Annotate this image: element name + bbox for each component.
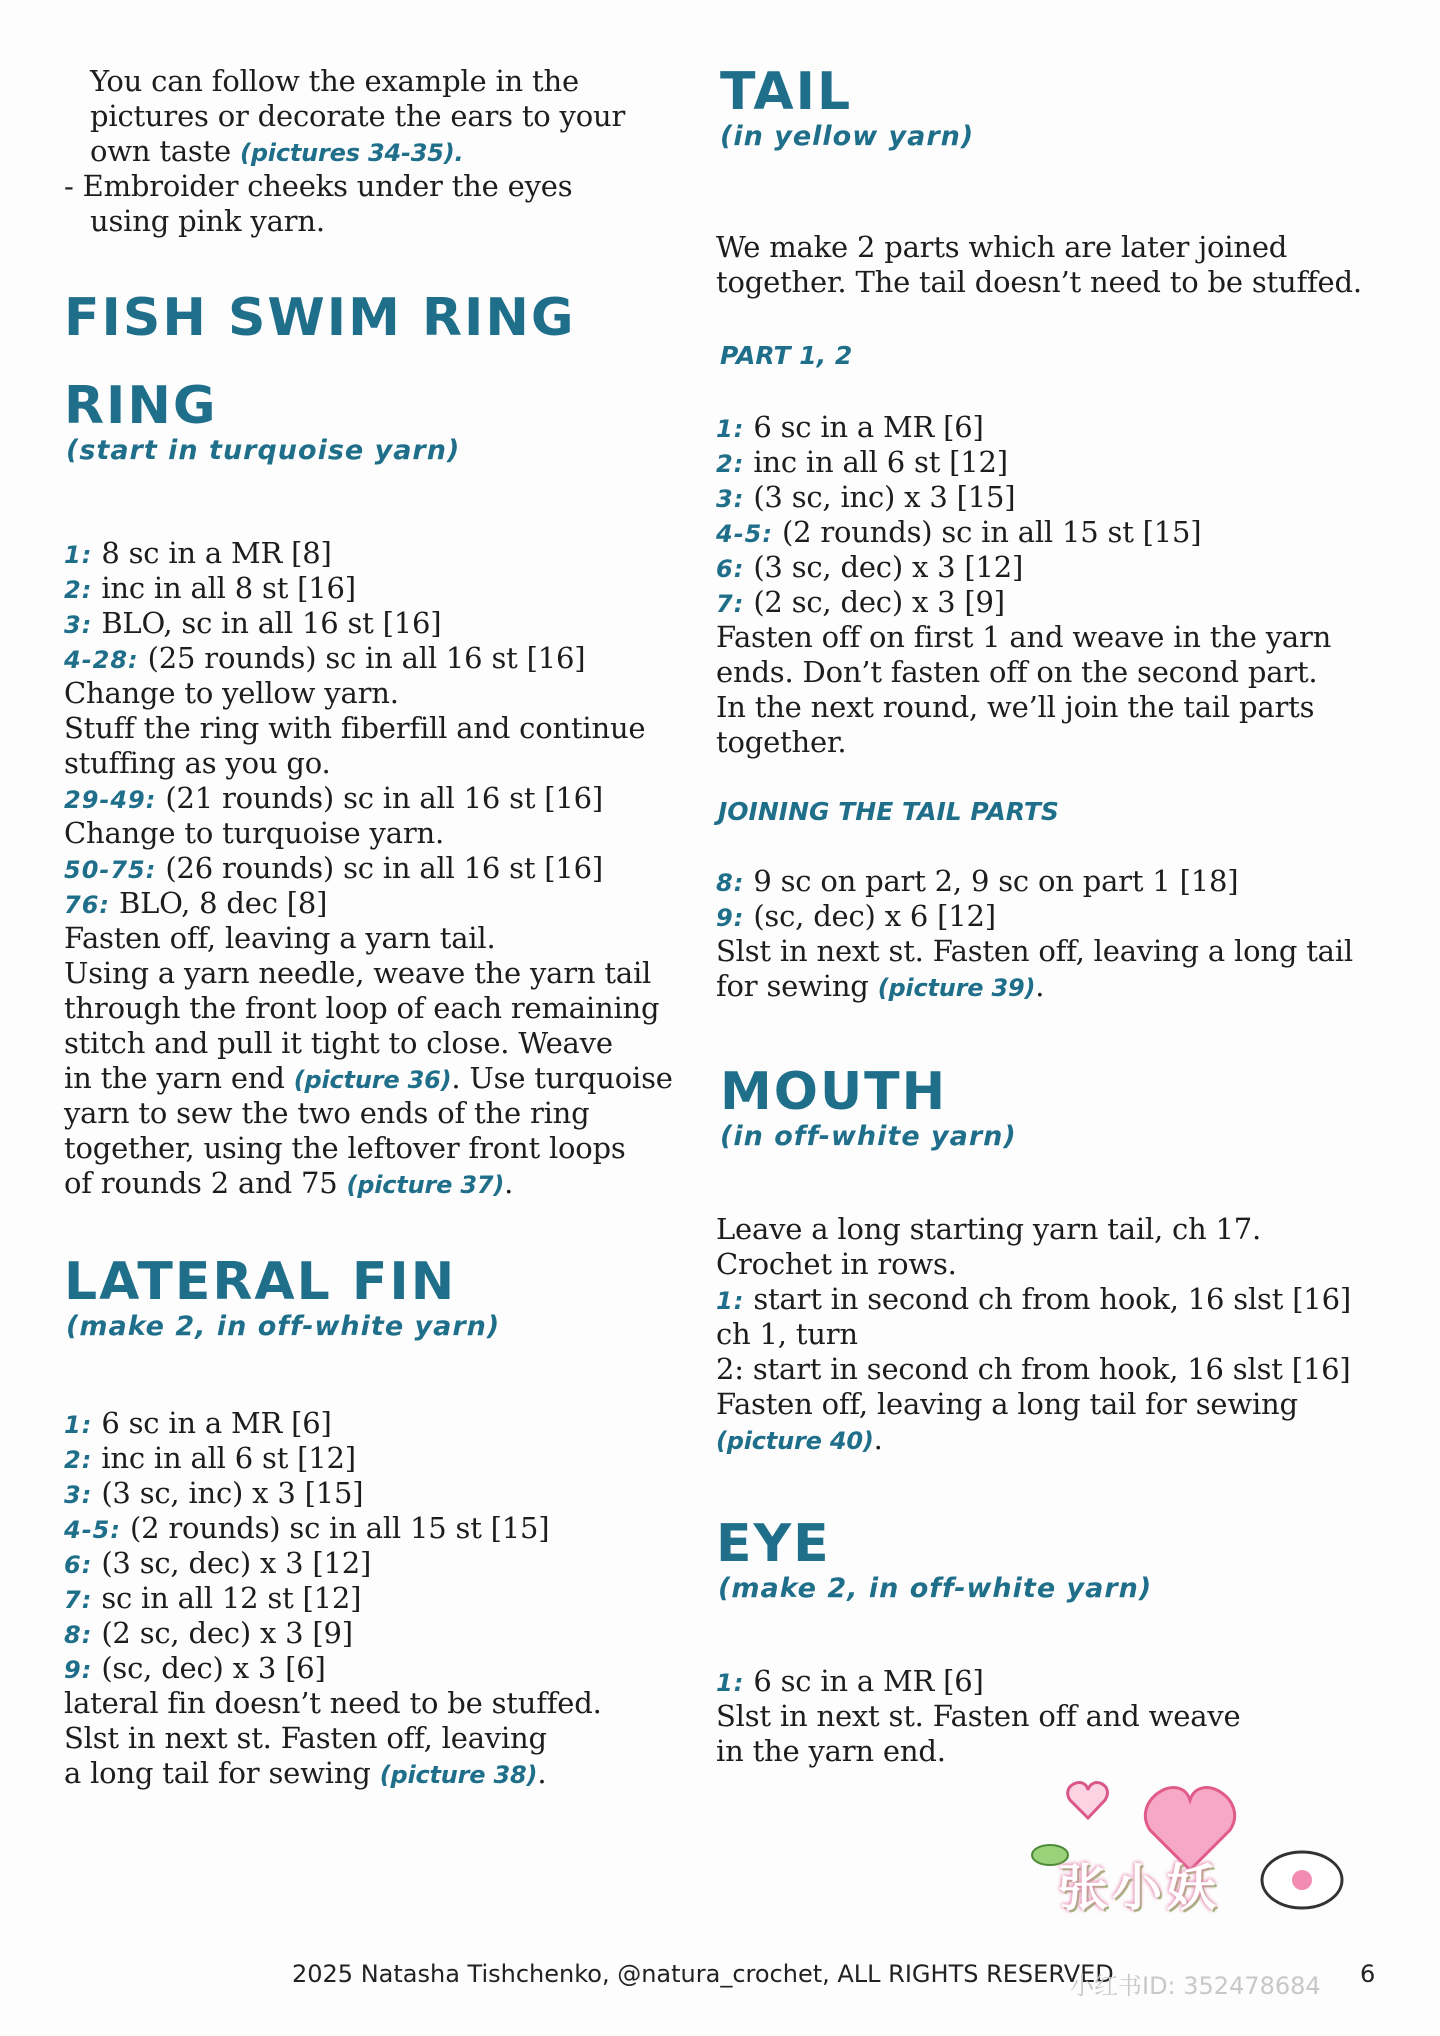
eye-row-1 [716, 1664, 984, 1701]
row-number: 8: [716, 869, 745, 897]
row-number: 2: [64, 576, 93, 604]
row-number: 29-49: [64, 786, 157, 814]
lateral-fin-subtitle: (make 2, in off-white yarn) [66, 1311, 501, 1342]
row-number: 76: [64, 891, 110, 919]
fin-row-8 [64, 1616, 353, 1653]
row-number: 9: [716, 904, 745, 932]
row-number: 50-75: [64, 856, 157, 884]
mouth-line: 2: start in second ch from hook, 16 slst [16] [716, 1352, 1351, 1386]
fin-row-2 [64, 1441, 356, 1478]
join-end-line [716, 969, 1044, 1006]
row-number: 1: [716, 1287, 745, 1315]
row-text: 6 sc in a MR [6] [744, 1664, 984, 1698]
ring-row-2 [64, 571, 356, 608]
row-text: (26 rounds) sc in all 16 st [16] [156, 851, 604, 885]
row-number: 4-5: [716, 520, 773, 548]
ring-end-line: together, using the leftover front loops [64, 1131, 626, 1165]
row-number: 1: [64, 1411, 93, 1439]
ring-end-line: Using a yarn needle, weave the yarn tail [64, 956, 652, 990]
row-text: inc in all 8 st [16] [92, 571, 356, 605]
fin-row-7 [64, 1581, 361, 1618]
row-number: 3: [64, 1481, 93, 1509]
part-row-6 [716, 550, 1023, 587]
section-title-fish-swim-ring: FISH SWIM RING [64, 288, 576, 348]
fin-row-4-5 [64, 1511, 549, 1548]
section-title-ring: RING [64, 376, 218, 436]
row-number: 8: [64, 1621, 93, 1649]
row-number: 3: [716, 485, 745, 513]
line-text: . [537, 1756, 547, 1790]
part-row-3 [716, 480, 1015, 517]
row-text: (sc, dec) x 6 [12] [744, 899, 996, 933]
intro-line-1: You can follow the example in the [90, 64, 579, 98]
row-number: 6: [716, 555, 745, 583]
flower-icon [1292, 1870, 1312, 1890]
line-text: . Use turquoise [451, 1061, 673, 1095]
row-text: (2 sc, dec) x 3 [9] [744, 585, 1005, 619]
picture-reference: (picture 39) [877, 974, 1036, 1002]
row-number: 7: [716, 590, 745, 618]
page-number: 6 [1360, 1960, 1376, 1988]
ring-end-line: stitch and pull it tight to close. Weave [64, 1026, 613, 1060]
join-row-8 [716, 864, 1238, 901]
section-title-tail: TAIL [720, 62, 853, 122]
picture-reference: (picture 37) [346, 1171, 505, 1199]
tail-intro-line: We make 2 parts which are later joined [716, 230, 1288, 264]
mouth-line: Crochet in rows. [716, 1247, 957, 1281]
ring-end-line [64, 1061, 673, 1098]
row-text: BLO, 8 dec [8] [110, 886, 328, 920]
tail-subtitle: (in yellow yarn) [720, 121, 975, 152]
mouth-line: Leave a long starting yarn tail, ch 17. [716, 1212, 1262, 1246]
mouth-line [716, 1422, 883, 1459]
row-text: (2 rounds) sc in all 15 st [15] [120, 1511, 550, 1545]
watermark: 小红书ID: 352478684 [1070, 1972, 1321, 2000]
line-text: . [1035, 969, 1045, 1003]
row-number: 2: [64, 1446, 93, 1474]
ring-row-4-28 [64, 641, 585, 678]
part-end-line: In the next round, we’ll join the tail parts [716, 690, 1315, 724]
row-text: 6 sc in a MR [6] [744, 410, 984, 444]
row-number: 1: [716, 415, 745, 443]
part-row-7 [716, 585, 1005, 622]
ring-end-line: Fasten off, leaving a yarn tail. [64, 921, 496, 955]
fin-end-line: Slst in next st. Fasten off, leaving [64, 1721, 547, 1755]
footer-copyright: 2025 Natasha Tishchenko, @natura_crochet, ALL RIGHTS RESERVED [292, 1960, 1114, 1988]
mouth-line: Fasten off, leaving a long tail for sewing [716, 1387, 1298, 1421]
intro-line-2: pictures or decorate the ears to your [90, 99, 626, 133]
row-text: start in second ch from hook, 16 slst [16] [744, 1282, 1351, 1316]
part-end-line: Fasten off on first 1 and weave in the yarn [716, 620, 1332, 654]
picture-reference: (picture 40) [716, 1427, 874, 1455]
row-text: (21 rounds) sc in all 16 st [16] [156, 781, 604, 815]
section-title-mouth: MOUTH [720, 1062, 948, 1122]
ring-line: Change to yellow yarn. [64, 676, 399, 710]
row-number: 1: [64, 541, 93, 569]
join-end-line: Slst in next st. Fasten off, leaving a long tail [716, 934, 1353, 968]
picture-reference: (picture 38) [379, 1761, 538, 1789]
row-text: inc in all 6 st [12] [744, 445, 1008, 479]
mouth-row-1 [716, 1282, 1351, 1319]
mouth-line: ch 1, turn [716, 1317, 858, 1351]
ring-line: Change to turquoise yarn. [64, 816, 444, 850]
part-row-1 [716, 410, 984, 447]
tail-intro-line: together. The tail doesn’t need to be stuffed. [716, 265, 1362, 299]
section-title-lateral-fin: LATERAL FIN [64, 1252, 457, 1312]
ring-line: Stuff the ring with fiberfill and continue [64, 711, 646, 745]
row-number: 1: [716, 1669, 745, 1697]
row-number: 6: [64, 1551, 93, 1579]
ring-row-3 [64, 606, 441, 643]
mouth-subtitle: (in off-white yarn) [720, 1121, 1017, 1152]
fin-row-9 [64, 1651, 326, 1688]
row-text: (2 sc, dec) x 3 [9] [92, 1616, 353, 1650]
row-text: (3 sc, inc) x 3 [15] [744, 480, 1016, 514]
row-text: inc in all 6 st [12] [92, 1441, 356, 1475]
sticker-text: 张小妖 [1058, 1859, 1220, 1917]
join-row-9 [716, 899, 996, 936]
eye-line: Slst in next st. Fasten off and weave [716, 1699, 1241, 1733]
fin-end-line: lateral fin doesn’t need to be stuffed. [64, 1686, 602, 1720]
part-end-line: together. [716, 725, 847, 759]
ring-end-line: through the front loop of each remaining [64, 991, 660, 1025]
row-number: 4-28: [64, 646, 139, 674]
picture-reference: (pictures 34-35). [240, 139, 464, 167]
row-number: 7: [64, 1586, 93, 1614]
line-text: . [504, 1166, 514, 1200]
ring-end-line [64, 1166, 513, 1203]
part-subtitle: PART 1, 2 [720, 341, 853, 370]
part-end-line: ends. Don’t fasten off on the second part. [716, 655, 1318, 689]
ring-subtitle: (start in turquoise yarn) [66, 435, 461, 466]
line-text: for sewing [716, 969, 878, 1003]
row-text: (3 sc, dec) x 3 [12] [92, 1546, 372, 1580]
ring-row-29-49 [64, 781, 603, 818]
ring-row-50-75 [64, 851, 603, 888]
row-number: 4-5: [64, 1516, 121, 1544]
row-number: 2: [716, 450, 745, 478]
row-text: sc in all 12 st [12] [92, 1581, 362, 1615]
row-text: 9 sc on part 2, 9 sc on part 1 [18] [744, 864, 1239, 898]
line-text: of rounds 2 and 75 [64, 1166, 347, 1200]
eye-subtitle: (make 2, in off-white yarn) [718, 1573, 1153, 1604]
row-text: (3 sc, inc) x 3 [15] [92, 1476, 364, 1510]
line-text: a long tail for sewing [64, 1756, 380, 1790]
part-row-2 [716, 445, 1008, 482]
fin-row-3 [64, 1476, 363, 1513]
intro-line-3 [90, 134, 463, 171]
ring-end-line: yarn to sew the two ends of the ring [64, 1096, 590, 1130]
ring-line: stuffing as you go. [64, 746, 331, 780]
row-text: 6 sc in a MR [6] [92, 1406, 332, 1440]
row-text: (25 rounds) sc in all 16 st [16] [138, 641, 586, 675]
fin-row-6 [64, 1546, 371, 1583]
part-row-4-5 [716, 515, 1201, 552]
line-text: in the yarn end [64, 1061, 294, 1095]
fin-row-1 [64, 1406, 332, 1443]
row-text: (sc, dec) x 3 [6] [92, 1651, 326, 1685]
row-text: BLO, sc in all 16 st [16] [92, 606, 442, 640]
intro-line-5: using pink yarn. [90, 204, 325, 238]
row-text: 8 sc in a MR [8] [92, 536, 332, 570]
row-text: (2 rounds) sc in all 15 st [15] [772, 515, 1202, 549]
fin-end-line [64, 1756, 546, 1793]
row-number: 9: [64, 1656, 93, 1684]
ring-row-76 [64, 886, 327, 923]
eye-line: in the yarn end. [716, 1734, 946, 1768]
line-text: . [873, 1422, 883, 1456]
small-heart-icon [1068, 1783, 1108, 1818]
joining-subtitle: JOINING THE TAIL PARTS [718, 797, 1059, 826]
section-title-eye: EYE [716, 1514, 831, 1574]
row-text: (3 sc, dec) x 3 [12] [744, 550, 1024, 584]
row-number: 3: [64, 611, 93, 639]
intro-line-3-text: own taste [90, 134, 241, 168]
ring-row-1 [64, 536, 332, 573]
picture-reference: (picture 36) [293, 1066, 452, 1094]
intro-line-4: - Embroider cheeks under the eyes [64, 169, 573, 203]
